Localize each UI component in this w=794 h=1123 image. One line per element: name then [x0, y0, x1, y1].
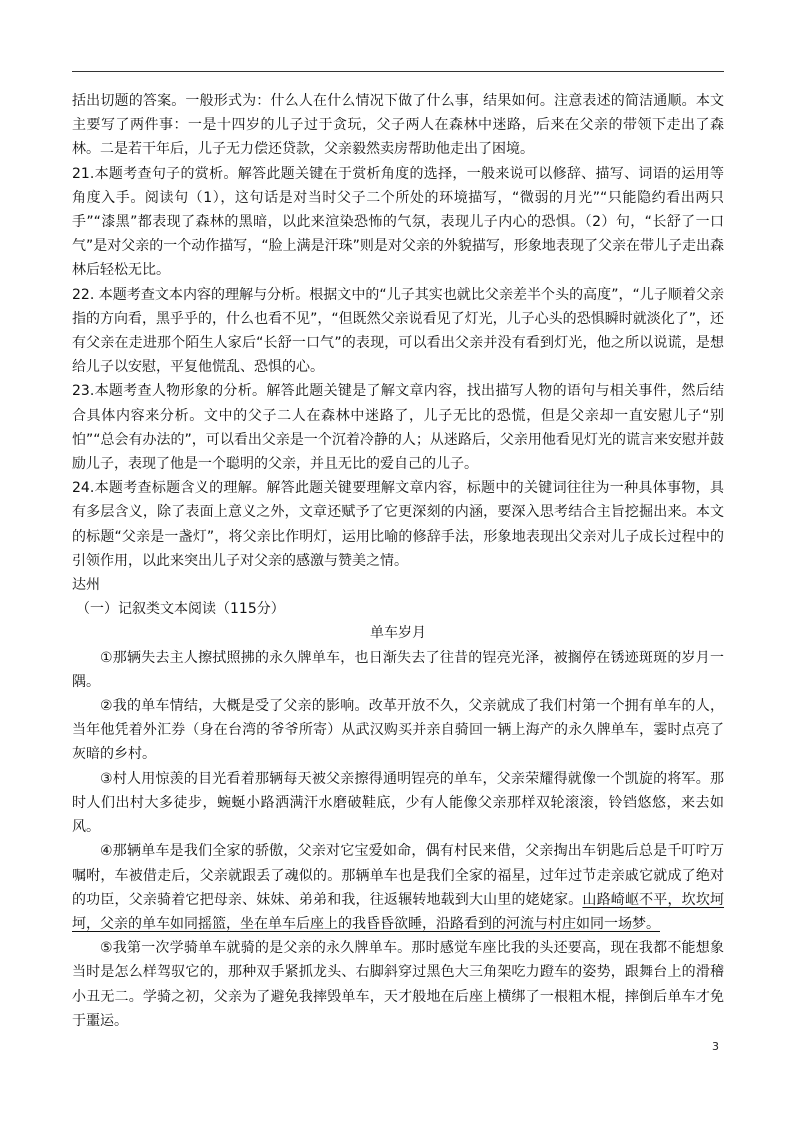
- article-paragraph-2: ②我的单车情结，大概是受了父亲的影响。改革开放不久，父亲就成了我们村第一个拥有单车的人，当年他凭着外汇券（身在台湾的爷爷所寄）从武汉购买并亲自骑回一辆上海产的永久牌单车，霎时点亮了灰暗的乡村。: [72, 698, 724, 763]
- header-rule: [72, 71, 724, 72]
- page-number: 3: [712, 1040, 719, 1053]
- answer-21: 21.本题考查句子的赏析。解答此题关键在于赏析角度的选择，一般来说可以修辞、描写、词语的运用等角度入手。阅读句（1），这句话是对当时父子二个所处的环境描写，“微弱的月光”“只能隐约看出两只手”“漆黑”都表现了森林的黑暗，以此来渲染恐怖的气氛，表现儿子内心的恐惧。（2）句，“长舒了一口气”是对父亲的一个动作描写，“脸上满是汗珠”则是对父亲的外貌描写，形象地表现了父亲在带儿子走出森林后轻松无比。: [72, 165, 724, 279]
- region-label: 达州: [72, 577, 100, 594]
- answer-22: 22. 本题考查文本内容的理解与分析。根据文中的“儿子其实也就比父亲差半个头的高度”，“儿子顺着父亲指的方向看，黑乎乎的，什么也看不见”，“但既然父亲说看见了灯光，儿子心头的恐惧瞬时就淡化了”，还有父亲在走进那个陌生人家后“长舒一口气”的表现，可以看出父亲并没有看到灯光，他之所以说谎，是想给儿子以安慰，平复他慌乱、恐惧的心。: [72, 286, 724, 376]
- page-content: [72, 89, 724, 1033]
- answer-24: 24.本题考查标题含义的理解。解答此题关键要理解文章内容，标题中的关键词往往为一种具体事物，具有多层含义，除了表面上意义之外，文章还赋予了它更深刻的内涵，要深入思考结合主旨挖掘出来。本文的标题“父亲是一盏灯”，将父亲比作明灯，运用比喻的修辞手法，形象地表现出父亲对儿子成长过程中的引领作用，以此来突出儿子对父亲的感激与赞美之情。: [72, 480, 724, 569]
- article-title: 单车岁月: [370, 625, 426, 642]
- article-paragraph-5: ⑤我第一次学骑单车就骑的是父亲的永久牌单车。那时感觉车座比我的头还要高，现在我都不能想象当时是怎么样驾驭它的，那种双手紧抓龙头、右脚斜穿过黑色大三角架吃力蹬车的姿势，跟舞台上的滑稽小丑无二。学骑之初，父亲为了避免我摔毁单车，天才般地在后座上横绑了一根粗木棍，摔倒后单车才免于噩运。: [72, 940, 724, 1029]
- article-paragraph-4: [72, 839, 724, 936]
- answer-23: 23.本题考查人物形象的分析。解答此题关键是了解文章内容，找出描写人物的语句与相关事件，然后结合具体内容来分析。文中的父子二人在森林中迷路了，儿子无比的恐慌，但是父亲却一直安慰儿子“别怕”“总会有办法的”，可以看出父亲是一个沉着冷静的人；从迷路后，父亲用他看见灯光的谎言来安慰并鼓励儿子，表现了他是一个聪明的父亲，并且无比的爱自己的儿子。: [72, 383, 724, 473]
- answer-20-continued: 括出切题的答案。一般形式为：什么人在什么情况下做了什么事，结果如何。注意表述的简洁通顺。本文主要写了两件事：一是十四岁的儿子过于贪玩，父子两人在森林中迷路，后来在父亲的带领下走出了森林。二是若干年后，儿子无力偿还贷款，父亲毅然卖房帮助他走出了困境。: [72, 93, 724, 158]
- paragraph-4-text: ④那辆单车是我们全家的骄傲，父亲对它宝爱如命，偶有村民来借，父亲掏出车钥匙后总是千叮咛万嘱咐，车被借走后，父亲就跟丢了魂似的。那辆单车也是我们全家的福星，过年过节走亲戚它就成了绝对的功臣，父亲骑着它把母亲、妹妹、弟弟和我，往返辗转地载到大山里的姥姥家。: [72, 843, 724, 908]
- underlined-sentence: 山路崎岖不平，坎坎坷坷，父亲的单车如同摇篮，坐在单车后座上的我昏昏欲睡，沿路看到的河流与村庄如同一场梦。: [72, 891, 725, 932]
- section-heading: （一）记叙类文本阅读（115分）: [76, 601, 285, 618]
- article-paragraph-1: ①那辆失去主人擦拭照拂的永久牌单车，也日渐失去了往昔的锃亮光泽，被搁停在锈迹斑斑的岁月一隅。: [72, 649, 724, 690]
- article-paragraph-3: ③村人用惊羡的目光看着那辆每天被父亲擦得通明锃亮的单车，父亲荣耀得就像一个凯旋的将军。那时人们出村大多徒步，蜿蜒小路洒满汗水磨破鞋底，少有人能像父亲那样双轮滚滚，铃铛悠悠，来去如风。: [72, 770, 724, 836]
